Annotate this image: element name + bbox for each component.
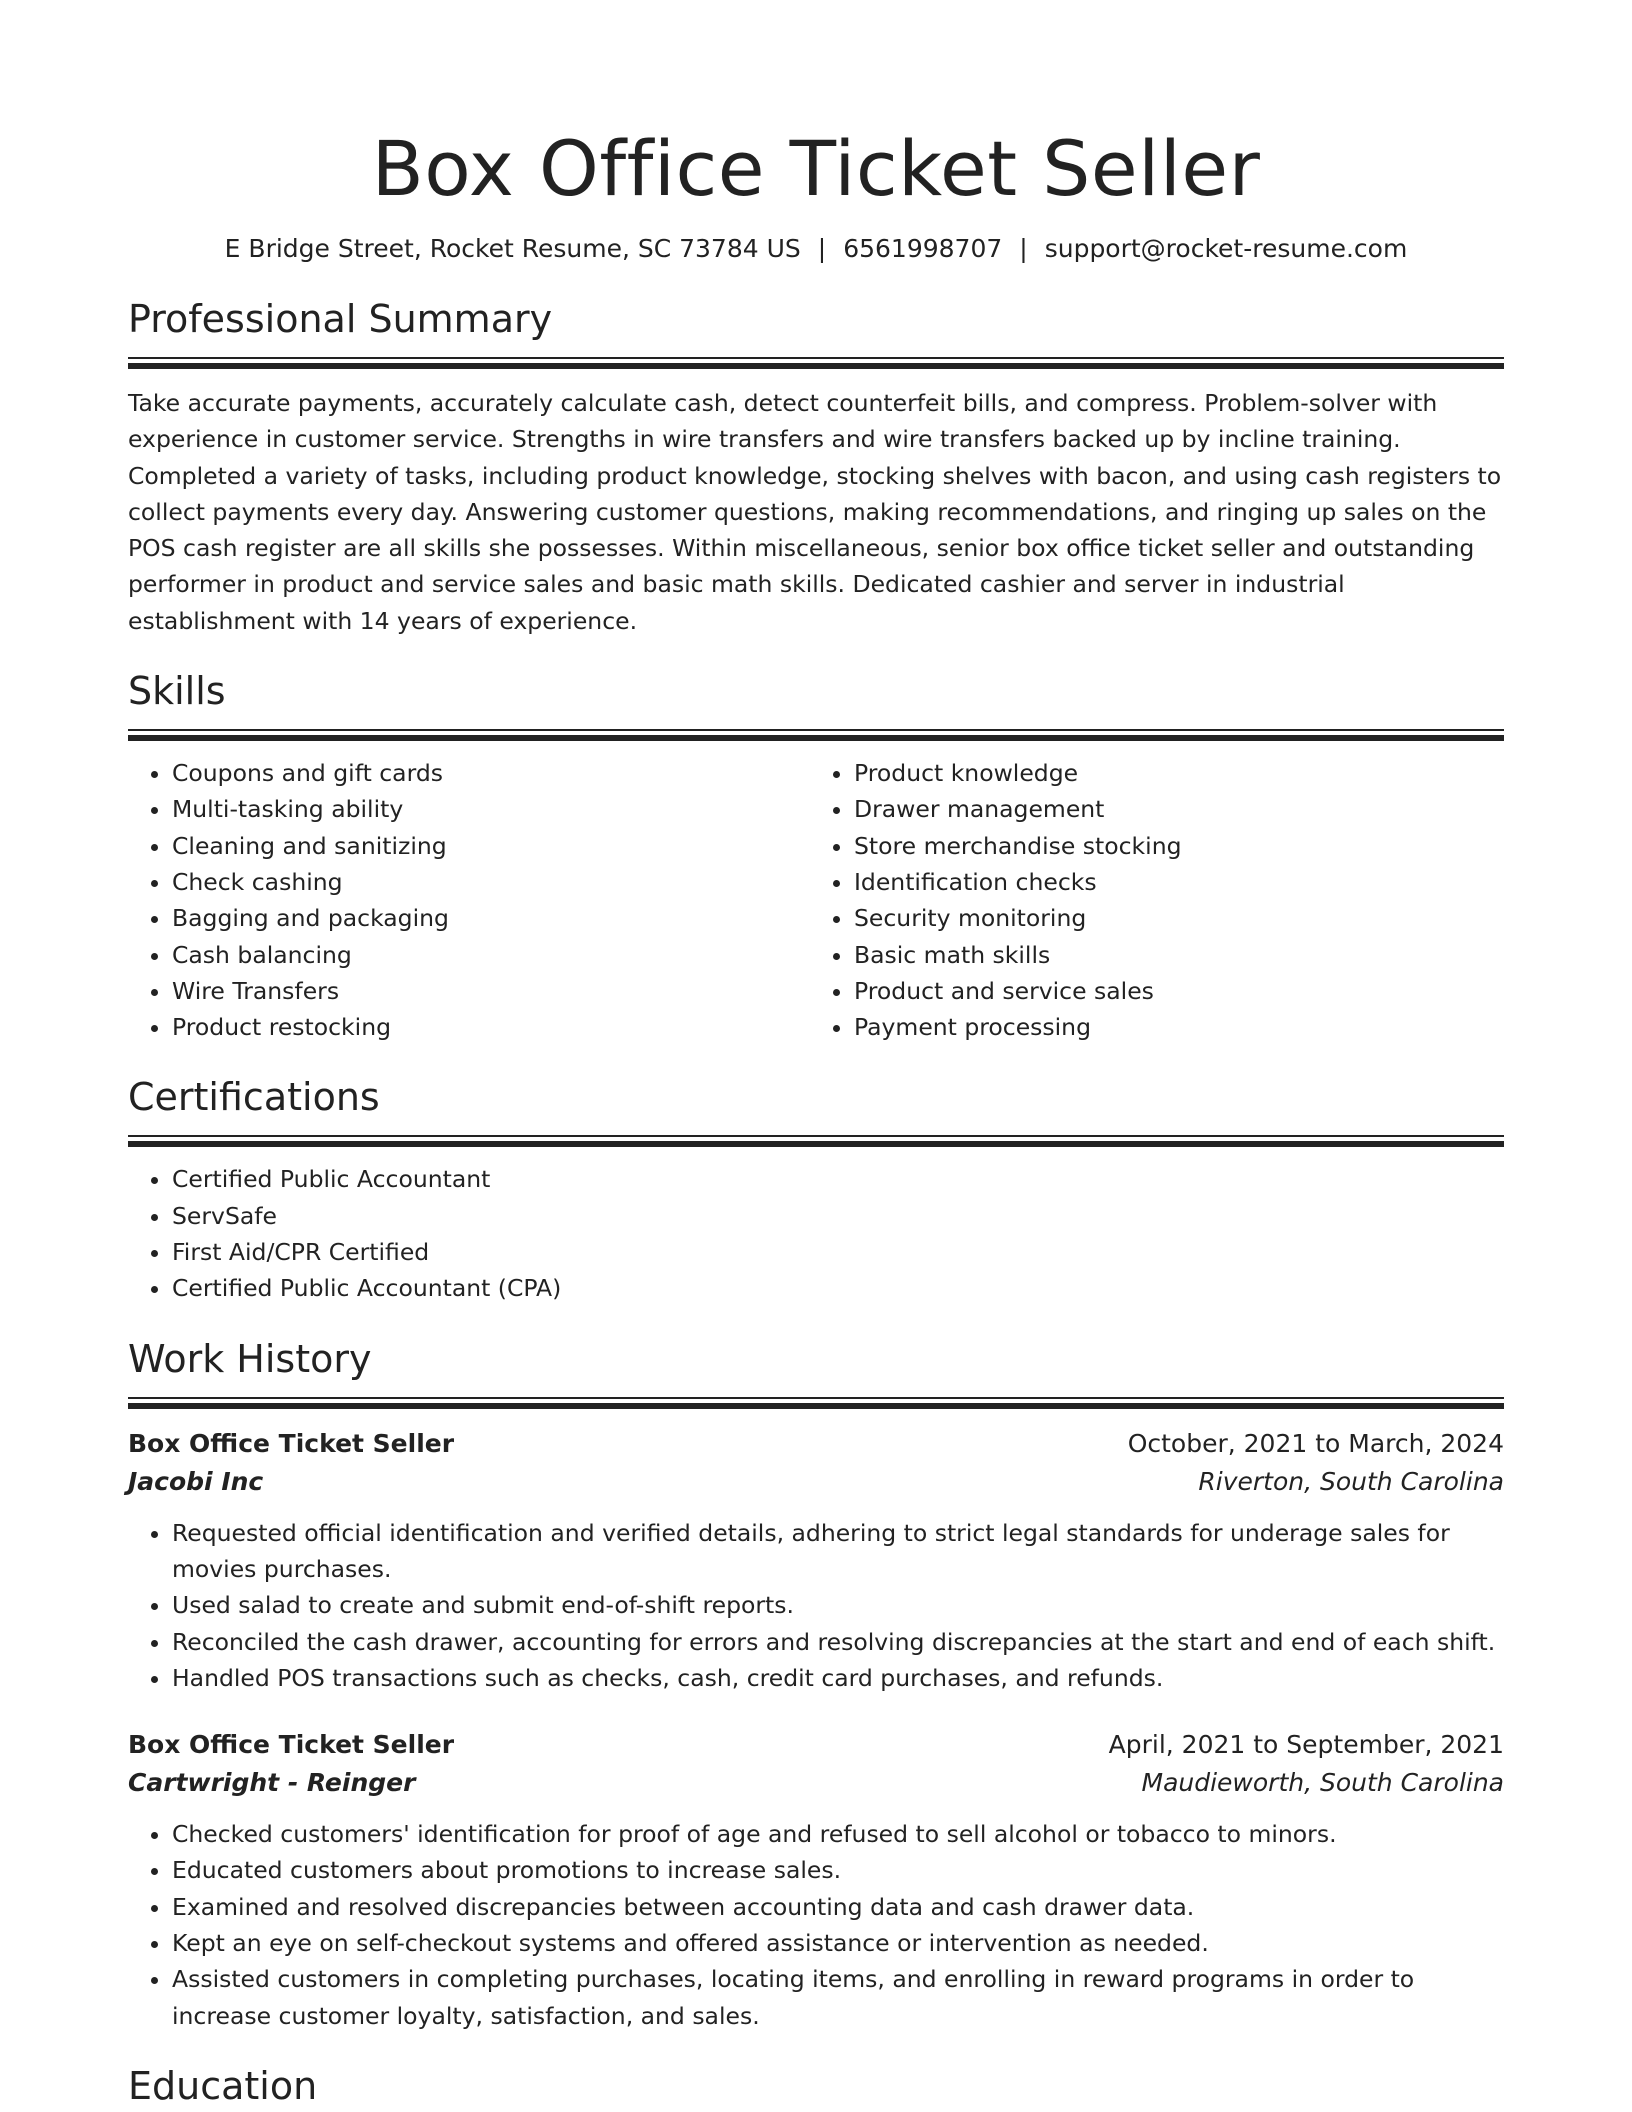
job-entry [128, 1425, 1504, 1696]
section-divider [128, 729, 1504, 741]
skill-item: • Product restocking [172, 1009, 806, 1045]
summary-text: Take accurate payments, accurately calculate cash, detect counterfeit bills, and compress. Problem-solver with experience in customer service. Strengths in wire transfers and wire transfers backed up by incline training. Completed a variety of tasks, including product knowledge, stocking shelves with bacon, and using cash registers to collect payments every day. Answering customer questions, making recommendations, and ringing up sales on the POS cash register are all skills she possesses. Within miscellaneous, senior box office ticket seller and outstanding performer in product and service sales and basic math skills. Dedicated cashier and server in industrial establishment with 14 years of experience. [128, 389, 1502, 635]
summary-heading: Professional Summary [128, 297, 553, 341]
job-dates: April, 2021 to September, 2021 [1108, 1730, 1504, 1760]
skill-item: • Check cashing [172, 864, 806, 900]
section-divider [128, 357, 1504, 369]
summary-section [128, 293, 1504, 639]
skill-item: • Payment processing [854, 1009, 1488, 1045]
job-duty: • Handled POS transactions such as checks, cash, credit card purchases, and refunds. [172, 1660, 1504, 1696]
skill-item: • Cash balancing [172, 937, 806, 973]
skills-list-right [806, 755, 1488, 1045]
certification-item: • Certified Public Accountant [172, 1161, 1504, 1197]
skill-item: • Coupons and gift cards [172, 755, 806, 791]
contact-address: E Bridge Street, Rocket Resume, SC 73784 US [224, 234, 801, 263]
job-title: Box Office Ticket Seller [128, 1428, 455, 1458]
contact-separator: | [817, 234, 827, 263]
job-duty: • Requested official identification and verified details, adhering to strict legal standards for underage sales for movies purchases. [172, 1515, 1504, 1588]
skill-item: • Product knowledge [854, 755, 1488, 791]
job-company: Cartwright - Reinger [128, 1768, 416, 1798]
work-history-heading: Work History [128, 1336, 372, 1381]
skills-heading: Skills [128, 669, 226, 714]
education-heading: Education [128, 2063, 318, 2108]
skills-list-left [128, 755, 806, 1045]
skill-item: • Cleaning and sanitizing [172, 828, 806, 864]
job-subheader [128, 1764, 1504, 1802]
resume-page [128, 0, 1504, 2112]
work-history-section [128, 1333, 1504, 2034]
section-divider [128, 1135, 1504, 1147]
contact-phone: 6561998707 [843, 234, 1003, 263]
job-duty: • Examined and resolved discrepancies between accounting data and cash drawer data. [172, 1889, 1504, 1925]
job-duty: • Kept an eye on self-checkout systems and offered assistance or intervention as needed. [172, 1925, 1504, 1961]
job-subheader [128, 1463, 1504, 1501]
certification-item: • Certified Public Accountant (CPA) [172, 1270, 1504, 1306]
contact-line [128, 231, 1504, 267]
job-dates: October, 2021 to March, 2024 [1127, 1428, 1504, 1458]
skill-item: • Store merchandise stocking [854, 828, 1488, 864]
job-duties-list [128, 1515, 1504, 1696]
skill-item: • Wire Transfers [172, 973, 806, 1009]
job-duty: • Assisted customers in completing purchases, locating items, and enrolling in reward programs in order to increase customer loyalty, satisfaction, and sales. [172, 1961, 1504, 2034]
job-duty: • Checked customers' identification for proof of age and refused to sell alcohol or tobacco to minors. [172, 1816, 1504, 1852]
job-header [128, 1726, 1504, 1764]
education-section [128, 2060, 1504, 2112]
skill-item: • Identification checks [854, 864, 1488, 900]
certification-item: • ServSafe [172, 1198, 1504, 1234]
certifications-section [128, 1071, 1504, 1306]
certifications-heading: Certifications [128, 1075, 380, 1120]
certification-item: • First Aid/CPR Certified [172, 1234, 1504, 1270]
skills-section [128, 665, 1504, 1045]
skill-item: • Multi-tasking ability [172, 791, 806, 827]
resume-name: Box Office Ticket Seller [371, 124, 1261, 213]
job-location: Maudieworth, South Carolina [1141, 1768, 1504, 1798]
skill-item: • Bagging and packaging [172, 900, 806, 936]
skills-grid [128, 755, 1504, 1045]
contact-email: support@rocket-resume.com [1044, 234, 1408, 263]
section-divider [128, 1397, 1504, 1409]
job-title: Box Office Ticket Seller [128, 1730, 455, 1760]
certifications-list [128, 1161, 1504, 1306]
job-entry [128, 1726, 1504, 2034]
job-duty: • Reconciled the cash drawer, accounting for errors and resolving discrepancies at the start and end of each shift. [172, 1624, 1504, 1660]
skill-item: • Security monitoring [854, 900, 1488, 936]
job-duty: • Educated customers about promotions to increase sales. [172, 1852, 1504, 1888]
skill-item: • Basic math skills [854, 937, 1488, 973]
skill-item: • Drawer management [854, 791, 1488, 827]
contact-separator: | [1019, 234, 1028, 263]
job-duty: • Used salad to create and submit end-of-shift reports. [172, 1587, 1504, 1623]
job-location: Riverton, South Carolina [1198, 1466, 1504, 1496]
skill-item: • Product and service sales [854, 973, 1488, 1009]
job-header [128, 1425, 1504, 1463]
job-duties-list [128, 1816, 1504, 2034]
job-company: Jacobi Inc [128, 1466, 264, 1496]
